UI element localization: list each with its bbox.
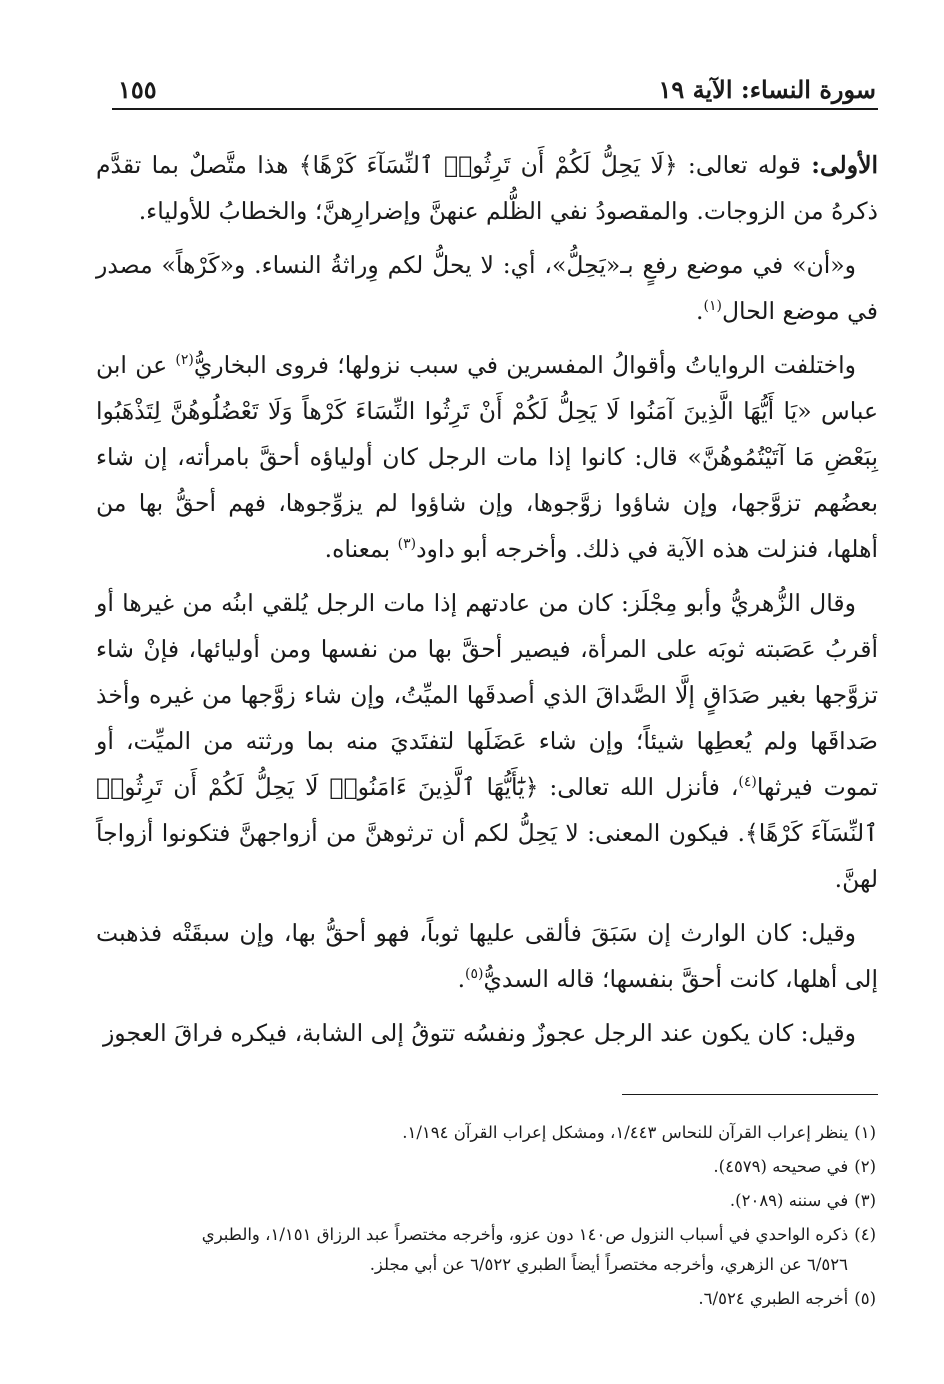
page-header <box>112 66 878 110</box>
paragraph-first <box>96 142 878 234</box>
page-number: ١٥٥ <box>118 75 157 104</box>
footnote-continuation: ٦/٥٢٦ عن الزهري، وأخرجه مختصراً أيضاً الطبري ٦/٥٢٢ عن أبي مجلز. <box>369 1255 848 1274</box>
footnote <box>104 1152 876 1182</box>
paragraph-last <box>96 1010 878 1056</box>
footnote-number: (٢) <box>854 1157 876 1176</box>
section-lead: الأولى: <box>811 151 878 179</box>
footnote-number: (١) <box>854 1123 876 1142</box>
footnotes <box>104 1118 876 1318</box>
paragraph-tail: ، فأنزل الله تعالى: ﴿يَٰٓأَيُّهَا ٱلَّذِينَ ءَامَنُوا۟ لَا يَحِلُّ لَكُمْ أَن تَرِثُوا۟ ٱلنِّسَآءَ كَرْهًا﴾. فيكون المعنى: لا يَحِلُّ لكم أن ترثوهنَّ من أزواجهنَّ فتكونوا أزواجاً لهنَّ. <box>96 773 878 893</box>
footnote-number: (٤) <box>854 1225 876 1244</box>
paragraph-tail: بمعناه. <box>324 535 398 563</box>
body-text <box>96 142 878 1064</box>
footnote-number: (٥) <box>854 1289 876 1308</box>
paragraph-tail: عن ابن عباس «يَا أَيُّهَا الَّذِينَ آمَنُوا لَا يَحِلُّ لَكُمْ أَنْ تَرِثُوا النِّسَاءَ كَرْهاً وَلَا تَعْضُلُوهُنَّ لِتَذْهَبُوا بِبَعْضِ مَا آتَيْتُمُوهُنَّ» قال: كانوا إذا مات الرجل كان أولياؤه أحقَّ بامرأته، إن شاء بعضُهم تزوَّجها، وإن شاؤوا زوَّجوها، وإن شاؤوا لم يزوِّجوها، فهم أحقُّ بها من أهلها، فنزلت هذه الآية في ذلك. وأخرجه أبو داود <box>96 351 878 563</box>
paragraph-text: وقال الزُّهريُّ وأبو مِجْلَز: كان من عادتهم إذا مات الرجل يُلقي ابنُه من غيرها أو أقربُ عَصَبته ثوبَه على المرأة، فيصير أحقَّ بها من نفسها ومن أوليائها، فإنْ شاء تزوَّجها بغير صَدَاقٍ إلَّا الصَّداقَ الذي أصدقَها الميِّتُ، وإن شاء زوَّجها من غيره وأخذ صَداقَها ولم يُعطِها شيئاً؛ وإن شاء عَضَلَها لتفتَديَ منه بما ورثته من الميِّت، أو تموت فيرثها <box>96 589 879 801</box>
footnote-ref: (٢) <box>175 352 194 369</box>
paragraph-text: وقيل: كان الوارث إن سَبَقَ فألقى عليها ثوباً، فهو أحقُّ بها، وإن سبقَتْه فذهبت إلى أهلها، كانت أحقَّ بنفسها؛ قاله السديُّ <box>96 919 878 993</box>
running-title: سورة النساء: الآية ١٩ <box>658 75 876 104</box>
footnote-divider <box>622 1094 878 1095</box>
footnote-text: في صحيحه (٤٥٧٩). <box>713 1157 849 1176</box>
footnote-ref: (٤) <box>738 774 757 791</box>
paragraph <box>96 342 878 572</box>
footnote-ref: (٣) <box>397 536 417 553</box>
footnote <box>104 1186 876 1216</box>
paragraph-text: وقيل: كان يكون عند الرجل عجوزٌ ونفسُه تتوقُ إلى الشابة، فيكره فراقَ العجوز <box>102 1019 856 1047</box>
footnote-ref: (٥) <box>465 966 484 983</box>
footnote <box>104 1220 876 1280</box>
footnote <box>104 1284 876 1314</box>
paragraph <box>96 910 878 1002</box>
footnote-ref: (١) <box>703 298 722 315</box>
paragraph <box>96 580 878 902</box>
paragraph-text: قوله تعالى: ﴿لَا يَحِلُّ لَكُمْ أَن تَرِثُوا۟ ٱلنِّسَآءَ كَرْهًا﴾ هذا متَّصلٌ بما تقدَّم ذكرهُ من الزوجات. والمقصودُ نفي الظُّلم عنهنَّ وإضرارِهنَّ؛ والخطابُ للأولياء. <box>96 151 878 225</box>
paragraph-text: واختلفت الرواياتُ وأقوالُ المفسرين في سبب نزولها؛ فروى البخاريُّ <box>193 351 856 379</box>
footnote-number: (٣) <box>854 1191 876 1210</box>
footnote <box>104 1118 876 1148</box>
paragraph-tail: . <box>696 297 704 325</box>
paragraph-tail: . <box>457 965 466 993</box>
paragraph-text: و«أن» في موضع رفعٍ بـ«يَحِلُّ»، أي: لا يحلُّ لكم وِراثةُ النساء. و«كَرْهاً» مصدر في موضع الحال <box>96 251 878 325</box>
paragraph <box>96 242 878 334</box>
footnote-text: أخرجه الطبري ٦/٥٢٤. <box>698 1289 849 1308</box>
footnote-text: في سننه (٢٠٨٩). <box>729 1191 849 1210</box>
footnote-text: ينظر إعراب القرآن للنحاس ١/٤٤٣، ومشكل إعراب القرآن ١/١٩٤. <box>402 1123 849 1142</box>
footnote-text: ذكره الواحدي في أسباب النزول ص١٤٠ دون عزو، وأخرجه مختصراً عبد الرزاق ١/١٥١، والطبري <box>201 1225 849 1244</box>
